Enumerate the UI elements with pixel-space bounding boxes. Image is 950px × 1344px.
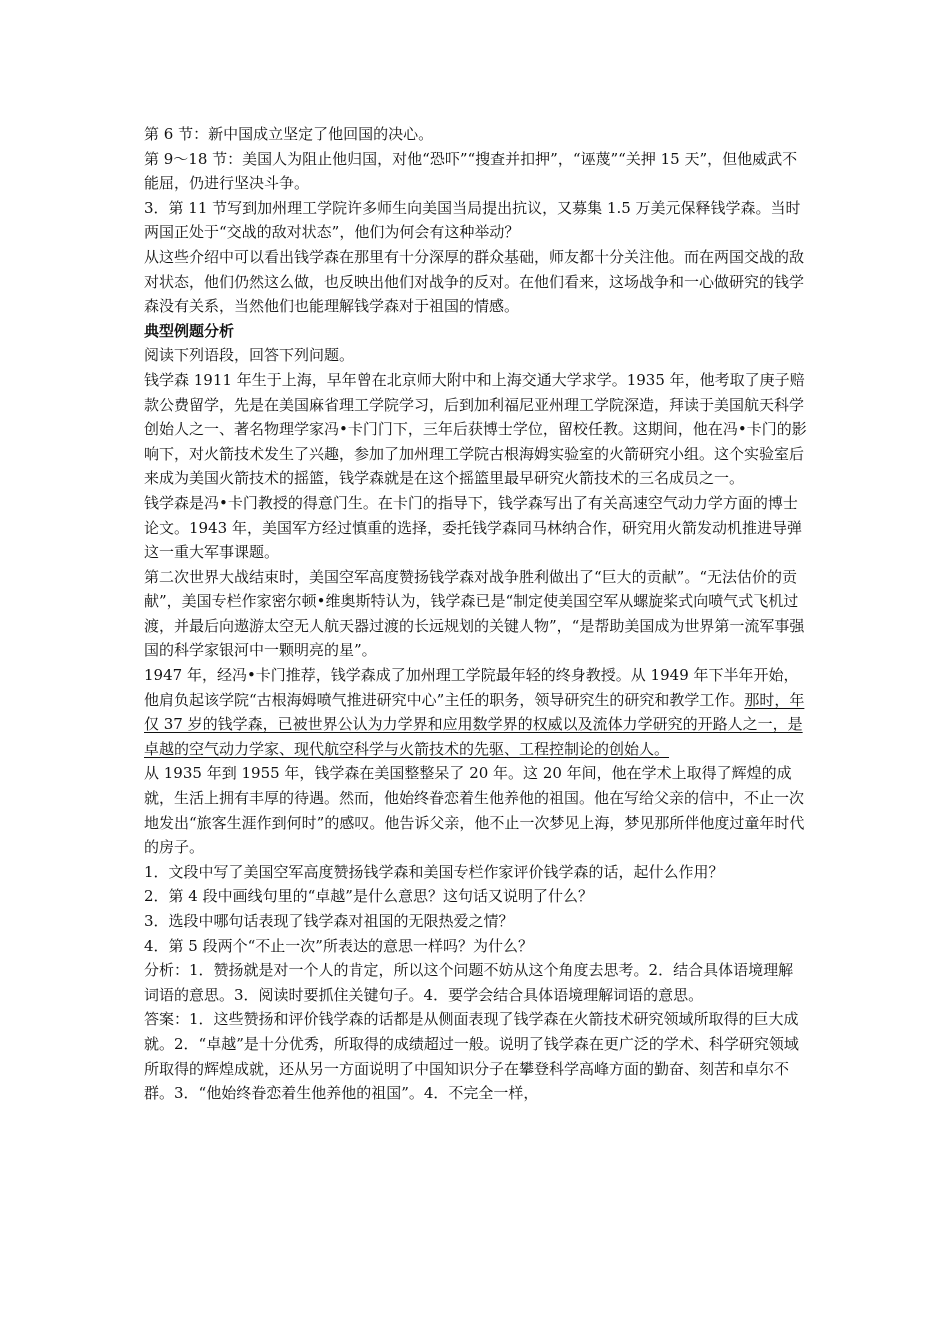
answer-paragraph: 答案：1．这些赞扬和评价钱学森的话都是从侧面表现了钱学森在火箭技术研究领域所取得的巨大成就。2．“卓越”是十分优秀，所取得的成绩超过一般。说明了钱学森在更广泛的学术、科学研究领域所取得的辉煌成就，还从另一方面说明了中国知识分子在攀登科学高峰方面的勤奋、刻苦和卓尔不群。3．“他始终眷恋着生他养他的祖国”。4．不完全一样， [144, 1010, 799, 1103]
passage-paragraph-3: 第二次世界大战结束时，美国空军高度赞扬钱学森对战争胜利做出了“巨大的贡献”。“无法估价的贡献”，美国专栏作家密尔顿•维奥斯特认为，钱学森已是“制定使美国空军从螺旋桨式向喷气式飞机过渡，并最后向遨游太空无人航天器过渡的长远规划的关键人物”，“是帮助美国成为世界第一流军事强国的科学家银河中一颗明亮的星”。 [144, 567, 805, 660]
document-page [144, 122, 808, 1106]
passage-paragraph-4 [144, 663, 808, 761]
passage-paragraph-5: 从 1935 年到 1955 年，钱学森在美国整整呆了 20 年。这 20 年间，他在学术上取得了辉煌的成就，生活上拥有丰厚的待遇。然而，他始终眷恋着生他养他的祖国。他在写给父亲的信中，不止一次地发出“旅客生涯作到何时”的感叹。他告诉父亲，他不止一次梦见上海，梦见那所伴他度过童年时代的房子。 [144, 764, 805, 857]
section-heading: 典型例题分析 [144, 321, 235, 340]
answer-paragraph: 从这些介绍中可以看出钱学森在那里有十分深厚的群众基础，师友都十分关注他。而在两国交战的敌对状态，他们仍然这么做，也反映出他们对战争的反对。在他们看来，这场战争和一心做研究的钱学森没有关系，当然他们也能理解钱学森对于祖国的情感。 [144, 247, 805, 316]
passage-paragraph-2: 钱学森是冯•卡门教授的得意门生。在卡门的指导下，钱学森写出了有关高速空气动力学方面的博士论文。1943 年，美国军方经过慎重的选择，委托钱学森同马林纳合作，研究用火箭发动机推进导弹这一重大军事课题。 [144, 493, 802, 562]
question-3: 3．选段中哪句话表现了钱学森对祖国的无限热爱之情？ [144, 912, 514, 930]
instruction-paragraph: 阅读下列语段，回答下列问题。 [144, 346, 355, 365]
paragraph: 第 6 节：新中国成立坚定了他回国的决心。 [144, 125, 434, 143]
paragraph: 第 9～18 节：美国人为阻止他归国，对他“恐吓”“搜查并扣押”，“诬蔑”“关押 15 天”，但他威武不能屈，仍进行坚决斗争。 [144, 149, 798, 193]
question-paragraph: 3．第 11 节写到加州理工学院许多师生向美国当局提出抗议，又募集 1.5 万美元保释钱学森。当时两国正处于“交战的敌对状态”，他们为何会有这种举动？ [144, 198, 801, 242]
passage-paragraph-4-text: 1947 年，经冯•卡门推荐，钱学森成了加州理工学院最年轻的终身教授。从 1949 年下半年开始，他肩负起该学院“古根海姆喷气推进研究中心”主任的职务，领导研究生的研究和教学工作。 [144, 666, 799, 709]
question-1: 1．文段中写了美国空军高度赞扬钱学森和美国专栏作家评价钱学森的话，起什么作用？ [144, 862, 724, 881]
question-2: 2．第 4 段中画线句里的“卓越”是什么意思？这句话又说明了什么？ [144, 887, 593, 906]
underlined-sentence: 那时，年仅 37 岁的钱学森，已被世界公认为力学界和应用数学界的权威以及流体力学研究的开路人之一，是卓越的空气动力学家、现代航空科学与火箭技术的先驱、工程控制论的创始人。 [144, 690, 805, 758]
question-4: 4．第 5 段两个“不止一次”所表达的意思一样吗？为什么？ [144, 936, 533, 955]
passage-paragraph-1: 钱学森 1911 年生于上海，早年曾在北京师大附中和上海交通大学求学。1935 年，他考取了庚子赔款公费留学，先是在美国麻省理工学院学习，后到加利福尼亚州理工学院深造，拜读于美国航天科学创始人之一、著名物理学家冯•卡门门下，三年后获博士学位，留校任教。这期间，他在冯•卡门的影响下，对火箭技术发生了兴趣，参加了加州理工学院古根海姆实验室的火箭研究小组。这个实验室后来成为美国火箭技术的摇篮，钱学森就是在这个摇篮里最早研究火箭技术的三名成员之一。 [144, 370, 807, 488]
analysis-paragraph: 分析：1．赞扬就是对一个人的肯定，所以这个问题不妨从这个角度去思考。2．结合具体语境理解词语的意思。3．阅读时要抓住关键句子。4．要学会结合具体语境理解词语的意思。 [144, 961, 794, 1004]
